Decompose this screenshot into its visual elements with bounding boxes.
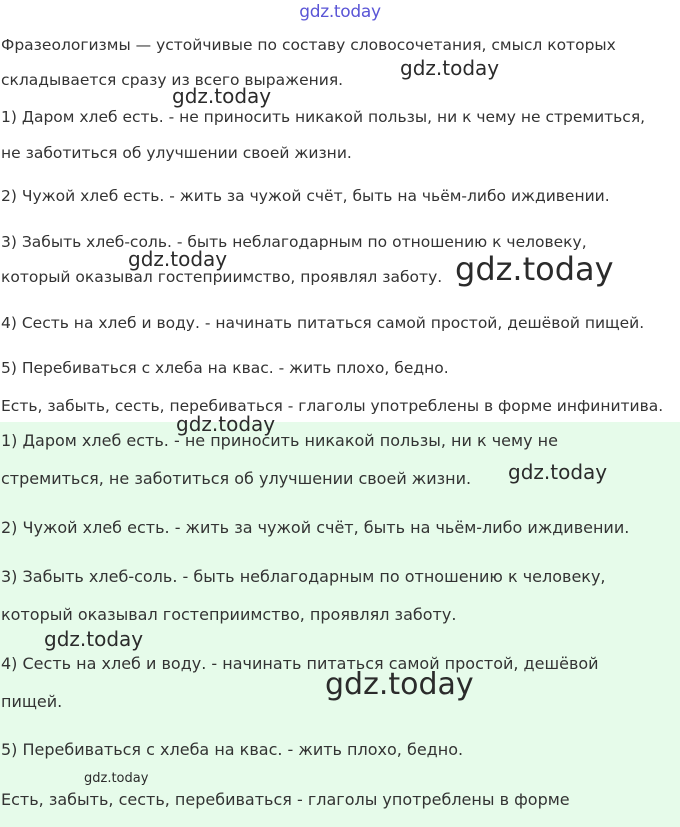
- text-line: который оказывал гостеприимство, проявлял заботу.: [1, 605, 457, 624]
- text-line: 1) Даром хлеб есть. - не приносить никакой пользы, ни к чему не: [1, 431, 558, 450]
- text-line: 4) Сесть на хлеб и воду. - начинать питаться самой простой, дешёвой: [1, 654, 599, 673]
- text-line: Есть, забыть, сесть, перебиваться - глаголы употреблены в форме: [1, 790, 570, 809]
- watermark: gdz.today: [176, 412, 276, 436]
- site-header-logo: gdz.today: [299, 2, 381, 22]
- watermark: gdz.today: [325, 667, 474, 702]
- text-line: пищей.: [1, 692, 63, 711]
- watermark: gdz.today: [128, 247, 228, 271]
- text-line: 3) Забыть хлеб-соль. - быть неблагодарным по отношению к человеку,: [1, 567, 606, 586]
- text-line: 3) Забыть хлеб-соль. - быть неблагодарным по отношению к человеку,: [1, 233, 587, 251]
- text-line: стремиться, не заботиться об улучшении своей жизни.: [1, 469, 472, 488]
- text-line: 5) Перебиваться с хлеба на квас. - жить плохо, бедно.: [1, 359, 449, 377]
- text-line: Фразеологизмы — устойчивые по составу словосочетания, смысл которых: [1, 36, 616, 54]
- text-line: не заботиться об улучшении своей жизни.: [1, 144, 352, 162]
- watermark: gdz.today: [455, 250, 614, 288]
- text-line: складывается сразу из всего выражения.: [1, 71, 344, 89]
- text-line: который оказывал гостеприимство, проявлял заботу.: [1, 268, 443, 286]
- text-line: 4) Сесть на хлеб и воду. - начинать питаться самой простой, дешёвой пищей.: [1, 314, 645, 332]
- watermark: gdz.today: [44, 627, 144, 651]
- text-line: 1) Даром хлеб есть. - не приносить никакой пользы, ни к чему не стремиться,: [1, 108, 646, 126]
- watermark: gdz.today: [400, 56, 500, 80]
- watermark: gdz.today: [84, 771, 149, 786]
- watermark: gdz.today: [508, 460, 608, 484]
- text-line: 2) Чужой хлеб есть. - жить за чужой счёт, быть на чьём-либо иждивении.: [1, 518, 630, 537]
- text-line: Есть, забыть, сесть, перебиваться - глаголы употреблены в форме инфинитива.: [1, 397, 664, 415]
- watermark: gdz.today: [172, 84, 272, 108]
- text-line: 2) Чужой хлеб есть. - жить за чужой счёт, быть на чьём-либо иждивении.: [1, 187, 610, 205]
- text-line: 5) Перебиваться с хлеба на квас. - жить плохо, бедно.: [1, 740, 464, 759]
